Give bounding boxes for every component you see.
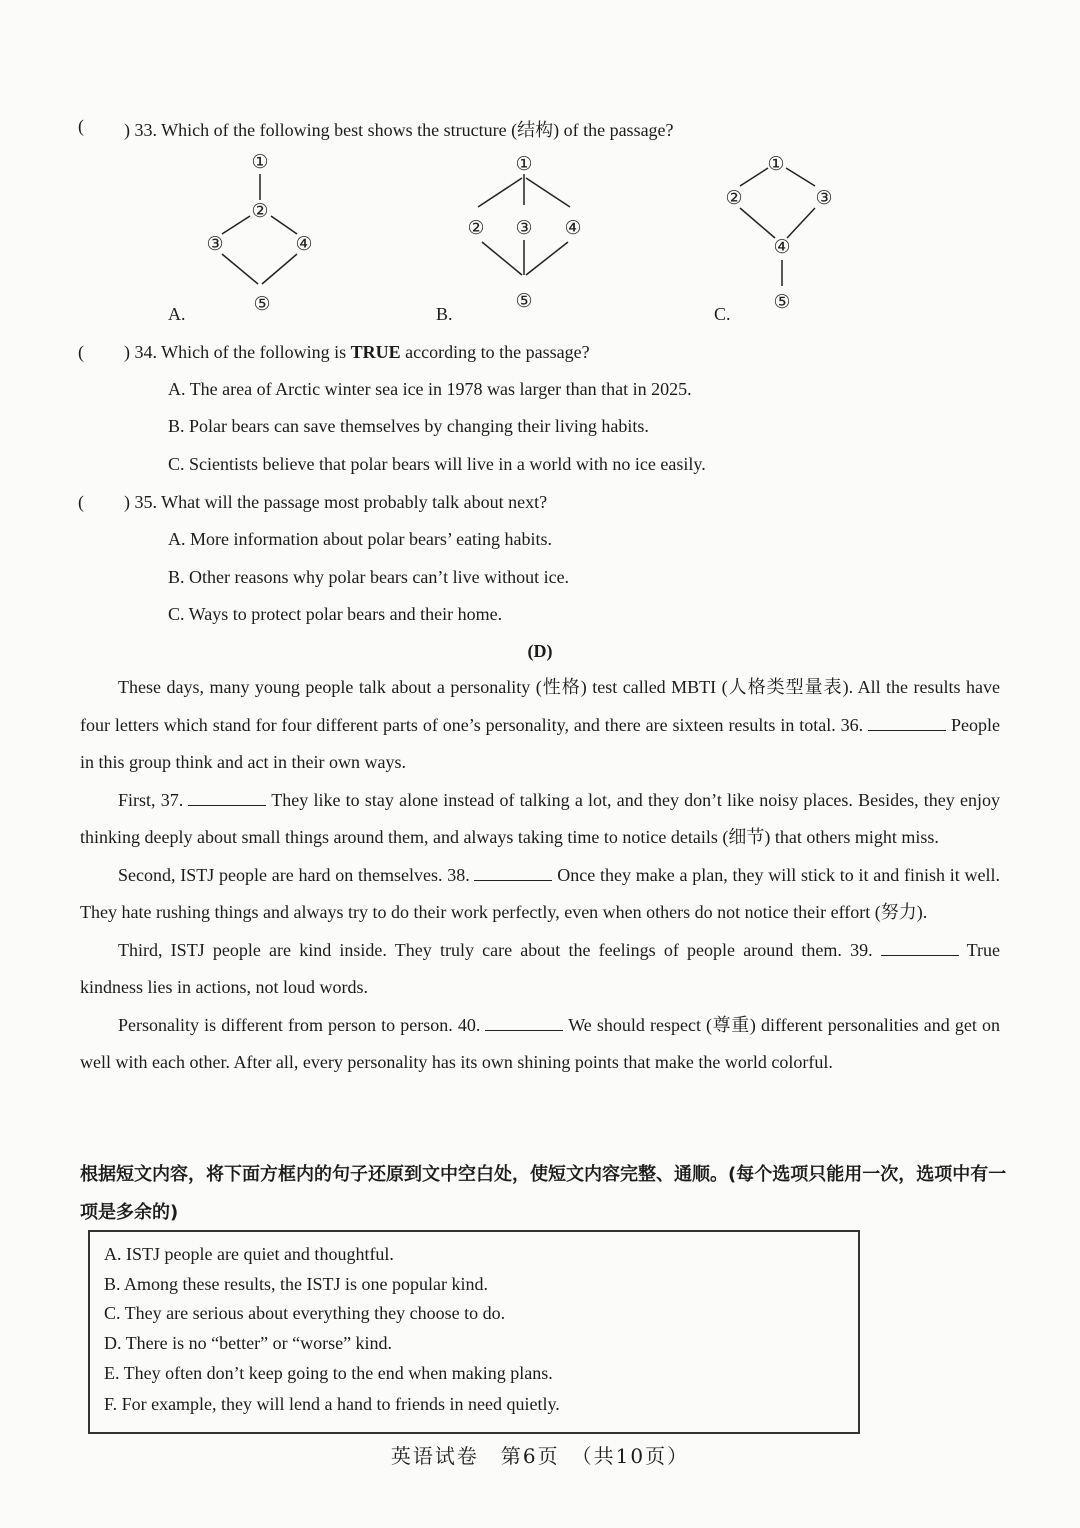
- diagram-a-node-1: ①: [251, 151, 269, 173]
- q35-option-a: A. More information about polar bears’ eating habits.: [168, 529, 553, 549]
- choice-f: F. For example, they will lend a hand to friends in need quietly.: [104, 1394, 560, 1414]
- q34-option-a: A. The area of Arctic winter sea ice in 1978 was larger than that in 2025.: [168, 379, 692, 399]
- question-35-stem: ) 35. What will the passage most probably talk about next?: [124, 492, 548, 512]
- paragraph-1: These days, many young people talk about a personality (性格) test called MBTI (人格类型量表). All the results have four letters which stand for four different parts of one’s personality, and there are sixteen results in total. 36. People in this group think and act in their own ways.: [80, 677, 1000, 772]
- paragraph-2: First, 37. They like to stay alone instead of talking a lot, and they don’t like noisy places. Besides, they enjoy thinking deeply about small things around them, and always taking time to notice details (细节) that others might miss.: [80, 789, 1000, 847]
- paragraph-3: Second, ISTJ people are hard on themselves. 38. Once they make a plan, they will stick to it and finish it well. They hate rushing things and always try to do their work perfectly, even when others do not notice their effort (努力).: [80, 864, 1000, 922]
- passage: [80, 669, 1000, 1082]
- diagram-a-node-2: ②: [251, 200, 269, 222]
- instruction-text: 根据短文内容，将下面方框内的句子还原到文中空白处，使短文内容完整、通顺。(每个选项只能用一次，选项中有一项是多余的): [80, 1164, 1007, 1223]
- diagram-a: [222, 174, 297, 284]
- diagram-a-node-5: ⑤: [253, 293, 271, 315]
- section-heading: (D): [527, 641, 553, 661]
- answer-paren: (: [78, 116, 84, 136]
- diagram-c-node-2: ②: [725, 187, 743, 209]
- diagram-b-node-4: ④: [564, 217, 582, 239]
- diagram-b-node-5: ⑤: [515, 290, 533, 312]
- diagram-a-node-3: ③: [206, 233, 224, 255]
- q35-option-c: C. Ways to protect polar bears and their home.: [168, 604, 503, 624]
- q35-option-b: B. Other reasons why polar bears can’t live without ice.: [168, 567, 570, 587]
- diagram-c-node-5: ⑤: [773, 291, 791, 313]
- answer-paren: (: [78, 492, 84, 512]
- blank-36: [868, 716, 946, 731]
- choice-c: C. They are serious about everything they choose to do.: [104, 1303, 506, 1323]
- blank-37: [188, 791, 266, 806]
- choice-e: E. They often don’t keep going to the end when making plans.: [104, 1363, 553, 1383]
- paragraph-5: Personality is different from person to person. 40. We should respect (尊重) different personalities and get on well with each other. After all, every personality has its own shining points that make the world colorful.: [80, 1014, 1000, 1072]
- question-33-stem: ) 33. Which of the following best shows the structure (结构) of the passage?: [124, 120, 674, 140]
- blank-38: [474, 866, 552, 881]
- diagram-c-node-3: ③: [815, 187, 833, 209]
- q34-option-b: B. Polar bears can save themselves by changing their living habits.: [168, 416, 649, 436]
- blank-40: [485, 1016, 563, 1031]
- diagram-b-node-2: ②: [467, 217, 485, 239]
- diagram-c: [740, 168, 815, 286]
- option-c-label: C.: [714, 304, 731, 324]
- answer-paren: (: [78, 342, 84, 362]
- diagram-b-node-1: ①: [515, 153, 533, 175]
- page-footer: 英语试卷 第6页 （共10页）: [390, 1444, 690, 1468]
- diagram-b-node-3: ③: [515, 217, 533, 239]
- q34-option-c: C. Scientists believe that polar bears will live in a world with no ice easily.: [168, 454, 706, 474]
- option-a-label: A.: [168, 304, 186, 324]
- blank-39: [881, 941, 959, 956]
- structure-diagrams: [0, 140, 1080, 330]
- diagram-c-node-4: ④: [773, 236, 791, 258]
- choice-a: A. ISTJ people are quiet and thoughtful.: [104, 1244, 394, 1264]
- choices-box: [88, 1230, 860, 1434]
- option-b-label: B.: [436, 304, 453, 324]
- choice-d: D. There is no “better” or “worse” kind.: [104, 1333, 393, 1353]
- paragraph-4: Third, ISTJ people are kind inside. They truly care about the feelings of people around them. 39. True kindness lies in actions, not loud words.: [80, 939, 1000, 997]
- diagram-a-node-4: ④: [295, 233, 313, 255]
- choice-b: B. Among these results, the ISTJ is one popular kind.: [104, 1274, 488, 1294]
- question-34-stem: ) 34. Which of the following is TRUE according to the passage?: [124, 342, 590, 362]
- diagram-c-node-1: ①: [767, 153, 785, 175]
